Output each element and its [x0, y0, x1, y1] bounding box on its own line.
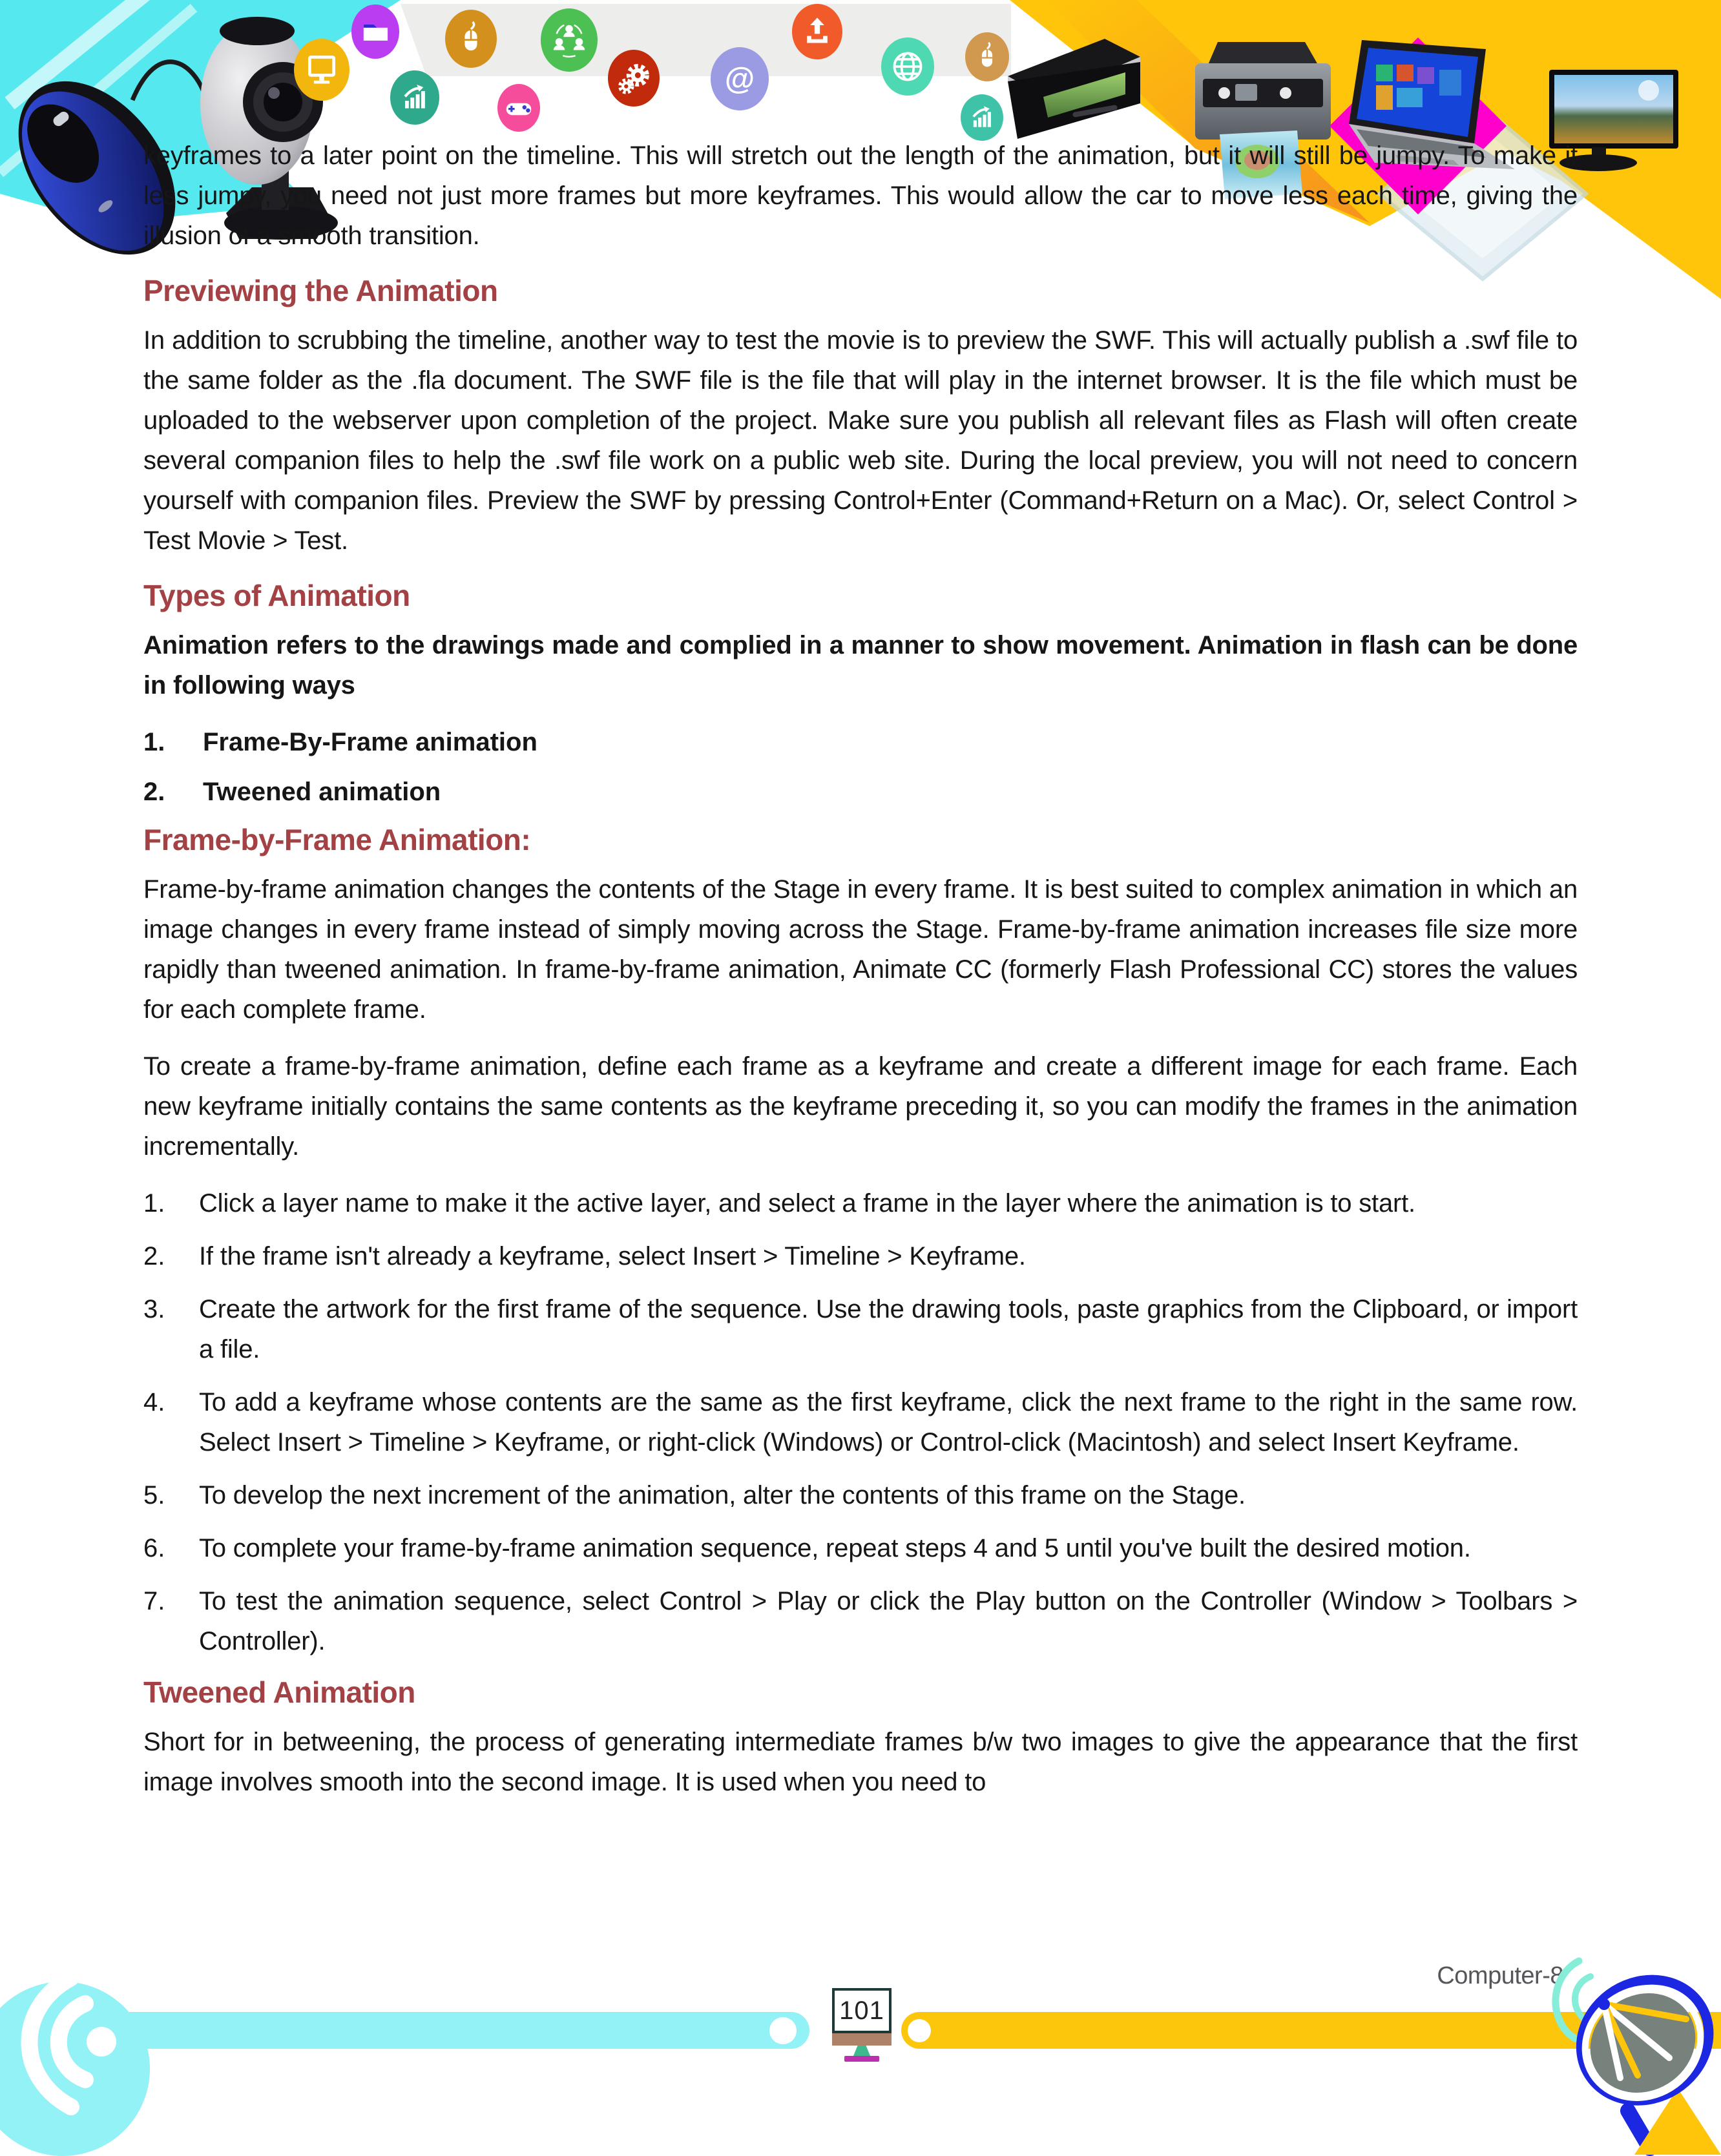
page-number-badge [832, 1988, 892, 2062]
scanner-photo [1008, 39, 1140, 139]
globe-icon [881, 37, 934, 96]
list-item-label: Tweened animation [203, 778, 441, 806]
folder-icon [351, 5, 399, 59]
fbf-steps-list [143, 1183, 1578, 1661]
footer-signal-graphic [0, 1982, 150, 2156]
list-item-text: To develop the next increment of the animation, alter the contents of this frame on the Stage. [199, 1481, 1246, 1509]
list-item-text: To test the animation sequence, select Control > Play or click the Play button on the Controller (Window > Toolbars > Controller). [199, 1587, 1578, 1655]
gamepad-icon [497, 84, 540, 132]
list-item [143, 1528, 1578, 1568]
page-content [143, 136, 1578, 1819]
tweened-paragraph: Short for in betweening, the process of generating intermediate frames b/w two images to give the appearance that the first image involves smooth into the second image. It is used when you need to [143, 1728, 1578, 1796]
list-item [143, 722, 1578, 762]
list-item [143, 1289, 1578, 1369]
list-item-text: Click a layer name to make it the active layer, and select a frame in the layer where the animation is to start. [199, 1189, 1415, 1218]
intro-paragraph: keyframes to a later point on the timeline. This will stretch out the length of the animation, but it will still be jumpy. To make it less jumpy, you need not just more frames but more keyframes. This would allow the car to move less each time, giving the illusion of a smooth transition. [143, 141, 1578, 250]
footer-cyan-bar [55, 2012, 809, 2049]
heading-frame-by-frame-animation: Frame-by-Frame Animation: [143, 823, 531, 856]
list-item-number: 2. [143, 1242, 165, 1270]
list-item-number: 3. [143, 1295, 165, 1323]
list-item-number: 1. [143, 728, 165, 756]
list-item-number: 2. [143, 778, 165, 806]
list-item [143, 772, 1578, 812]
bar-chart-icon [961, 94, 1003, 141]
types-lead-paragraph: Animation refers to the drawings made and complied in a manner to show movement. Animation in flash can be done in following ways [143, 631, 1578, 700]
gears-icon [608, 50, 660, 107]
list-item-text: Create the artwork for the first frame of the sequence. Use the drawing tools, paste graphics from the Clipboard, or import a file. [199, 1295, 1578, 1363]
signal-dot [87, 2027, 116, 2057]
monitor-stand [853, 2046, 870, 2056]
people-network-icon [541, 8, 598, 72]
upload-icon [792, 4, 842, 59]
book-label: Computer-8 [1437, 1962, 1563, 1989]
list-item-text: To complete your frame-by-frame animation sequence, repeat steps 4 and 5 until you've built the desired motion. [199, 1534, 1471, 1562]
heading-tweened-animation: Tweened Animation [143, 1675, 415, 1709]
heading-previewing-the-animation: Previewing the Animation [143, 274, 498, 307]
list-item-text: To add a keyframe whose contents are the same as the first keyframe, click the next frame to the right in the same row. Select Insert > Timeline > Keyframe, or right-click (Windows) or Control-click (Macintosh) and select Insert Keyframe. [199, 1388, 1578, 1456]
monitor-bezel [832, 2033, 892, 2046]
page-number: 101 [832, 1988, 892, 2033]
monitor-base [844, 2056, 879, 2062]
svg-text:@: @ [724, 61, 755, 96]
feed-dot [1598, 1998, 1610, 2010]
fbf-paragraph-1: Frame-by-frame animation changes the contents of the Stage in every frame. It is best suited to complex animation in which an image changes in every frame instead of simply moving across the Stage. Frame-by-frame animation increases file size more rapidly than tweened animation. In frame-by-frame animation, Animate CC (formerly Flash Professional CC) stores the values for each complete frame. [143, 875, 1578, 1024]
list-item-number: 4. [143, 1388, 165, 1416]
list-item [143, 1183, 1578, 1223]
list-item-text: If the frame isn't already a keyframe, select Insert > Timeline > Keyframe. [199, 1242, 1026, 1270]
list-item [143, 1382, 1578, 1462]
footer-bar-dot [769, 2017, 797, 2044]
at-sign-icon [711, 47, 769, 110]
fbf-paragraph-2: To create a frame-by-frame animation, define each frame as a keyframe and create a different image for each frame. Each new keyframe initially contains the same contents as the keyframe preceding it, so you can modify the frames in the animation incrementally. [143, 1052, 1578, 1161]
list-item-number: 7. [143, 1587, 165, 1615]
mouse-cord-icon [965, 32, 1009, 81]
list-item [143, 1475, 1578, 1515]
satellite-dish-graphic [1538, 1951, 1721, 2156]
list-item-label: Frame-By-Frame animation [203, 728, 537, 756]
list-item-number: 5. [143, 1481, 165, 1509]
footer-bar-dot [908, 2019, 931, 2042]
mouse-device-icon [445, 10, 497, 68]
growth-chart-icon [390, 70, 439, 125]
heading-types-of-animation: Types of Animation [143, 579, 410, 612]
previewing-paragraph: In addition to scrubbing the timeline, another way to test the movie is to preview the SWF. This will actually publish a .swf file to the same folder as the .fla document. The SWF file is the file that will play in the internet browser. It is the file which must be uploaded to the webserver upon completion of the project. Make sure you publish all relevant files as Flash will often create several companion files to help the .swf file work on a public web site. During the local preview, you will not need to concern yourself with companion files. Preview the SWF by pressing Control+Enter (Command+Return on a Mac). Or, select Control > Test Movie > Test. [143, 326, 1578, 555]
list-item-number: 6. [143, 1534, 165, 1562]
list-item-number: 1. [143, 1189, 165, 1218]
list-item [143, 1581, 1578, 1661]
monitor-icon [294, 39, 349, 101]
list-item [143, 1236, 1578, 1276]
